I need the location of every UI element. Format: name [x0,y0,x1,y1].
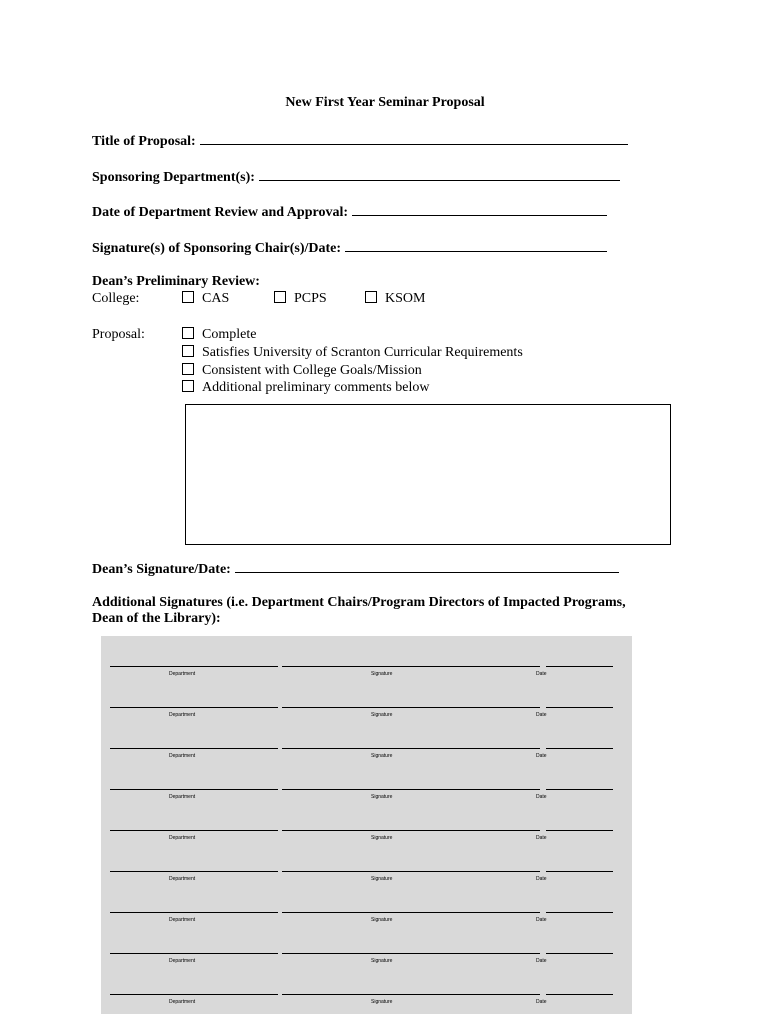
comments-box[interactable] [185,404,671,545]
signature-caption: Signature [371,712,393,718]
department-line[interactable] [110,697,278,708]
signature-caption: Signature [371,835,393,841]
department-caption: Department [169,999,196,1005]
signature-row [101,779,632,807]
date-line[interactable] [546,738,613,749]
signature-caption: Signature [371,876,393,882]
signature-line[interactable] [282,697,540,708]
additional-signatures-heading-line1: Additional Signatures (i.e. Department Chairs/Program Directors of Impacted Programs, [92,595,626,610]
checkbox-icon[interactable] [365,291,377,303]
signature-row [101,902,632,930]
signature-caption: Signature [371,753,393,759]
proposal-label: Proposal: [92,327,145,342]
sponsoring-department-field [92,167,620,186]
signature-row [101,984,632,1012]
college-label: College: [92,291,140,306]
date-line[interactable] [546,984,613,995]
signature-caption: Signature [371,917,393,923]
department-line[interactable] [110,656,278,667]
signature-line[interactable] [282,738,540,749]
college-option-ksom[interactable]: KSOM [365,291,425,307]
date-caption: Date [536,753,547,759]
signature-line[interactable] [282,943,540,954]
department-line[interactable] [110,984,278,995]
signature-row [101,820,632,848]
sponsoring-department-label: Sponsoring Department(s): [92,170,255,185]
date-line[interactable] [546,943,613,954]
dean-signature-field [92,559,619,578]
department-line[interactable] [110,902,278,913]
checkbox-icon[interactable] [182,345,194,357]
department-caption: Department [169,671,196,677]
signature-caption: Signature [371,999,393,1005]
additional-signatures-heading-line2: Dean of the Library): [92,611,221,626]
signature-line[interactable] [282,984,540,995]
date-line[interactable] [546,820,613,831]
date-caption: Date [536,794,547,800]
dean-signature-input[interactable] [235,559,619,573]
department-caption: Department [169,753,196,759]
department-line[interactable] [110,820,278,831]
date-line[interactable] [546,861,613,872]
department-caption: Department [169,835,196,841]
deans-review-heading: Dean’s Preliminary Review: [92,274,260,289]
department-line[interactable] [110,861,278,872]
dean-signature-label: Dean’s Signature/Date: [92,562,231,577]
signature-caption: Signature [371,794,393,800]
review-date-label: Date of Department Review and Approval: [92,205,348,220]
signature-caption: Signature [371,671,393,677]
date-line[interactable] [546,779,613,790]
review-date-input[interactable] [352,202,607,216]
title-of-proposal-label: Title of Proposal: [92,134,196,149]
additional-signatures-heading [92,595,626,627]
checkbox-icon[interactable] [182,363,194,375]
checkbox-icon[interactable] [274,291,286,303]
chair-signature-label: Signature(s) of Sponsoring Chair(s)/Date: [92,241,342,256]
title-of-proposal-input[interactable] [200,131,628,145]
proposal-option-complete[interactable]: Complete [182,327,256,343]
department-caption: Department [169,917,196,923]
department-caption: Department [169,958,196,964]
signature-line[interactable] [282,779,540,790]
college-option-cas[interactable]: CAS [182,291,229,307]
signature-row [101,861,632,889]
signature-line[interactable] [282,861,540,872]
date-line[interactable] [546,656,613,667]
sponsoring-department-input[interactable] [259,167,620,181]
date-line[interactable] [546,697,613,708]
date-caption: Date [536,712,547,718]
signature-row [101,738,632,766]
checkbox-icon[interactable] [182,291,194,303]
date-caption: Date [536,671,547,677]
college-option-pcps[interactable]: PCPS [274,291,327,307]
proposal-option-comments[interactable]: Additional preliminary comments below [182,380,429,396]
department-caption: Department [169,876,196,882]
signature-row [101,656,632,684]
signature-row [101,697,632,725]
date-caption: Date [536,876,547,882]
signature-line[interactable] [282,656,540,667]
document-title: New First Year Seminar Proposal [285,95,485,110]
review-date-field [92,202,607,221]
signature-caption: Signature [371,958,393,964]
department-line[interactable] [110,738,278,749]
proposal-option-requirements[interactable]: Satisfies University of Scranton Curricular Requirements [182,345,523,361]
date-caption: Date [536,835,547,841]
checkbox-icon[interactable] [182,327,194,339]
checkbox-icon[interactable] [182,380,194,392]
signature-panel [101,636,632,1014]
proposal-option-goals[interactable]: Consistent with College Goals/Mission [182,363,422,379]
date-caption: Date [536,999,547,1005]
signature-line[interactable] [282,902,540,913]
signature-line[interactable] [282,820,540,831]
date-line[interactable] [546,902,613,913]
date-caption: Date [536,917,547,923]
title-of-proposal-field [92,131,628,150]
chair-signature-input[interactable] [345,238,607,252]
chair-signature-field [92,238,607,257]
date-caption: Date [536,958,547,964]
department-line[interactable] [110,943,278,954]
signature-row [101,943,632,971]
department-caption: Department [169,712,196,718]
department-caption: Department [169,794,196,800]
department-line[interactable] [110,779,278,790]
